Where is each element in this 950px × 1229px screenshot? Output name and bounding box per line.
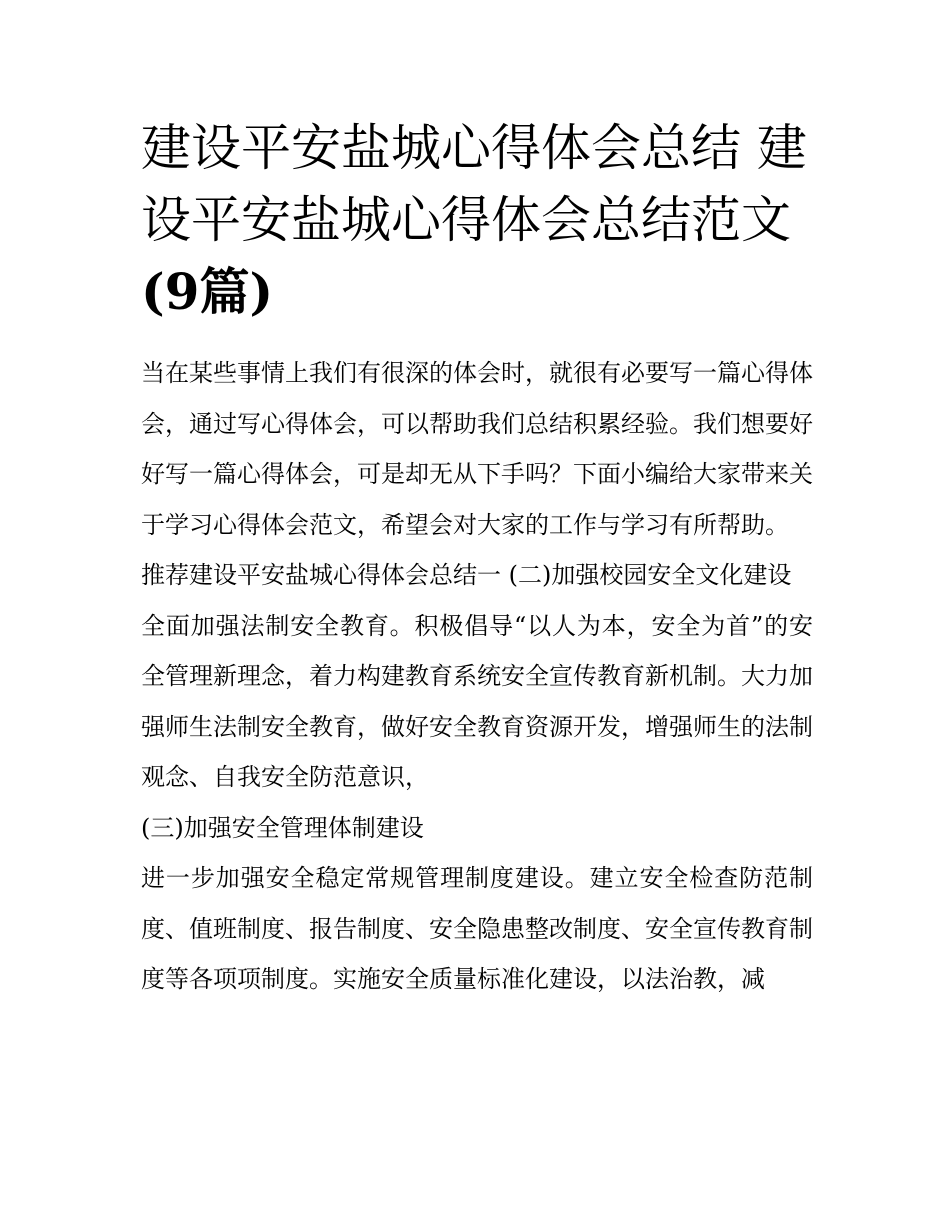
title-main: 建设平安盐城心得体会总结 建设平安盐城心得体会总结范文 <box>141 119 807 249</box>
section-heading-one: 推荐建设平安盐城心得体会总结一 (二)加强校园安全文化建设 <box>141 561 792 589</box>
document-title <box>141 112 813 328</box>
body-paragraph: 进一步加强安全稳定常规管理制度建设。建立安全检查防范制度、值班制度、报告制度、安全隐患整改制度、安全宣传教育制度等各项项制度。实施安全质量标准化建设，以法治教，减 <box>141 864 813 993</box>
document-body <box>141 348 813 1005</box>
intro-paragraph: 当在某些事情上我们有很深的体会时，就很有必要写一篇心得体会，通过写心得体会，可以帮助我们总结积累经验。我们想要好好写一篇心得体会，可是却无从下手吗？下面小编给大家带来关于学习心得体会范文，希望会对大家的工作与学习有所帮助。 <box>141 359 813 539</box>
section-heading-three: (三)加强安全管理体制建设 <box>141 813 424 842</box>
title-tail: (9篇) <box>141 262 274 321</box>
body-paragraph: 全面加强法制安全教育。积极倡导“以人为本，安全为首”的安全管理新理念，着力构建教育系统安全宣传教育新机制。大力加强师生法制安全教育，做好安全教育资源开发，增强师生的法制观念、自我安全防范意识， <box>141 611 813 791</box>
document-page <box>141 112 813 1005</box>
